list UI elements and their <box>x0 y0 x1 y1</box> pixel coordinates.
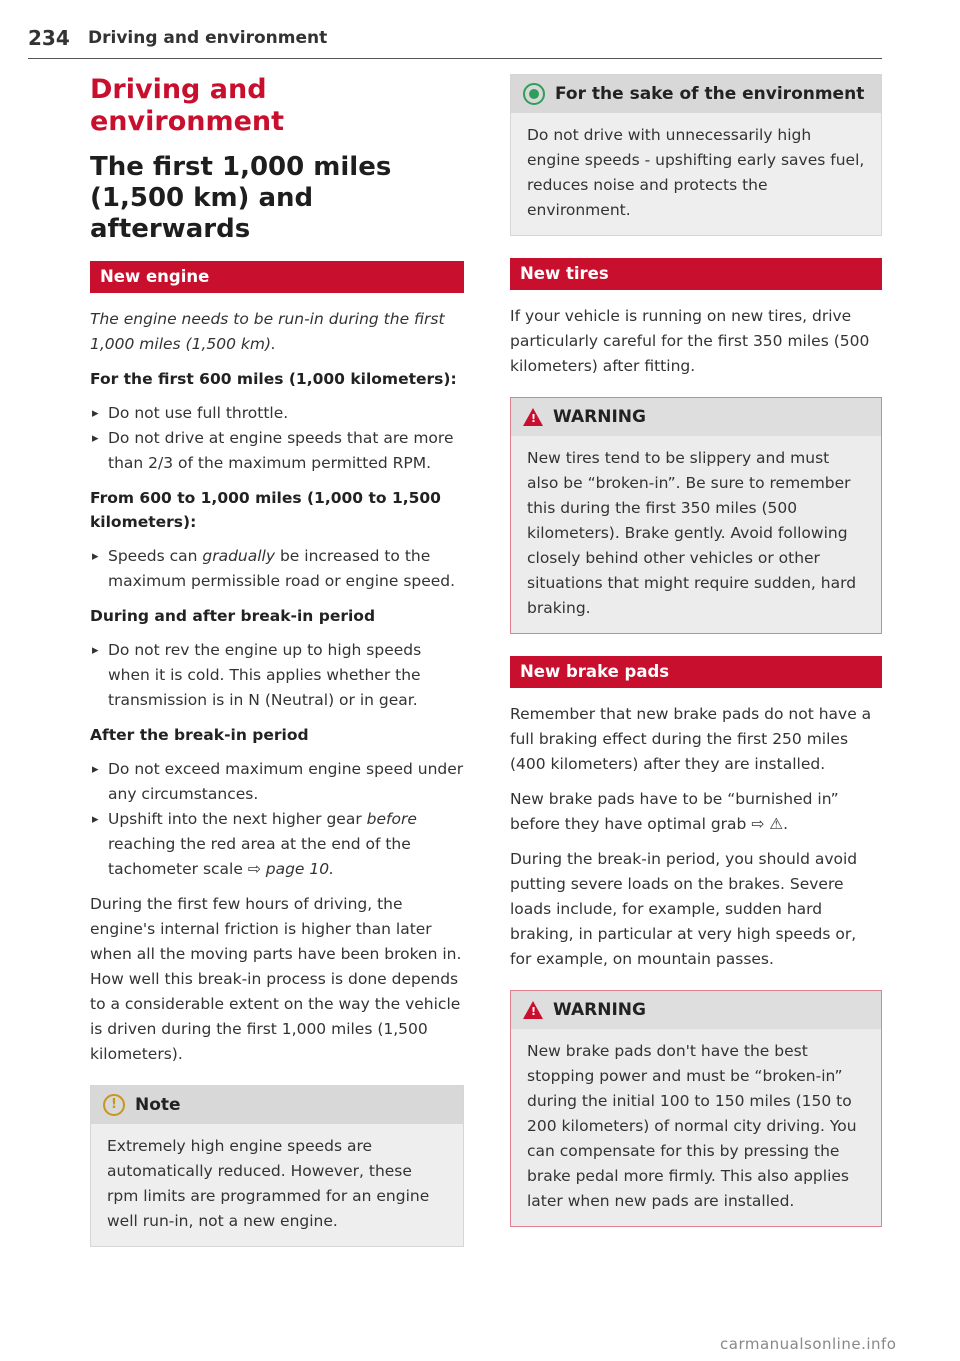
warning-triangle-icon: ! <box>523 408 543 426</box>
list-item: ▸ Do not exceed maximum engine speed under any circumstances. <box>90 757 464 807</box>
page-header <box>28 24 882 59</box>
tires-paragraph: If your vehicle is running on new tires, drive particularly careful for the first 350 miles (500 kilometers) after fitting. <box>510 307 870 375</box>
page-number: 234 <box>28 26 70 50</box>
warning-box-brakes <box>510 990 882 1227</box>
warning-body <box>511 436 881 633</box>
subsection-new-brake-pads: New brake pads <box>510 656 882 688</box>
heading-600-1000: From 600 to 1,000 miles (1,000 to 1,500 kilometers): <box>90 489 441 531</box>
topic-title: The first 1,000 miles (1,500 km) and afterwards <box>90 152 392 244</box>
warning-header <box>511 991 881 1029</box>
note-body <box>91 1124 463 1246</box>
warning-title: WARNING <box>553 1000 646 1020</box>
environment-title: For the sake of the environment <box>555 84 865 104</box>
watermark: carmanualsonline.info <box>720 1335 897 1353</box>
note-header <box>91 1086 463 1124</box>
page-reference-link[interactable]: ⇨ page 10. <box>247 860 335 878</box>
heading-first-600: For the first 600 miles (1,000 kilometers): <box>90 370 457 388</box>
warning-header <box>511 398 881 436</box>
subsection-new-tires: New tires <box>510 258 882 290</box>
pads-paragraph-3: During the break-in period, you should avoid putting severe loads on the brakes. Severe loads include, for example, sudden hard braking, in particular at very high speeds or, for example, on mountain passes. <box>510 850 858 968</box>
left-column <box>90 74 464 1269</box>
environment-header <box>511 75 881 113</box>
pads-paragraph-2: New brake pads have to be “burnished in” before they have optimal grab ⇨ ⚠. <box>510 790 839 833</box>
warning-title: WARNING <box>553 407 646 427</box>
warning-box-tires <box>510 397 882 634</box>
note-icon: ! <box>103 1094 125 1116</box>
note-title: Note <box>135 1095 181 1115</box>
right-column <box>510 74 882 1249</box>
intro-text: The engine needs to be run-in during the first 1,000 miles (1,500 km). <box>90 310 445 353</box>
environment-icon <box>523 83 545 105</box>
list-item: ▸ Speeds can gradually be increased to the maximum permissible road or engine speed. <box>90 544 464 594</box>
list-item: ▸ Do not drive at engine speeds that are more than 2/3 of the maximum permitted RPM. <box>90 426 464 476</box>
heading-after-breakin: After the break-in period <box>90 726 309 744</box>
environment-box <box>510 74 882 236</box>
environment-text: Do not drive with unnecessarily high engine speeds - upshifting early saves fuel, reduces noise and protects the environment. <box>527 126 865 219</box>
warning-text: New brake pads don't have the best stopping power and must be “broken-in” during the initial 100 to 150 miles (150 to 200 kilometers) of normal city driving. You can compensate for this by pressing the brake pedal more firmly. This also applies later when new pads are installed. <box>527 1042 857 1210</box>
pads-paragraph-1: Remember that new brake pads do not have a full braking effect during the first 250 miles (400 kilometers) after they are installed. <box>510 705 872 773</box>
list-during-breakin <box>90 638 464 713</box>
environment-body <box>511 113 881 235</box>
warning-text: New tires tend to be slippery and must also be “broken-in”. Be sure to remember this during the first 350 miles (500 kilometers). Brake gently. Avoid following closely behind other vehicles or other situations that might require sudden, hard braking. <box>527 449 857 617</box>
warning-body <box>511 1029 881 1226</box>
list-item: ▸ Do not rev the engine up to high speeds when it is cold. This applies whether the transmission is in N (Neutral) or in gear. <box>90 638 464 713</box>
list-first-600 <box>90 401 464 476</box>
heading-during-breakin: During and after break-in period <box>90 607 376 625</box>
subsection-new-engine: New engine <box>90 261 464 293</box>
list-item: ▸ Upshift into the next higher gear before reaching the red area at the end of the tachometer scale ⇨ page 10. <box>90 807 464 882</box>
note-box <box>90 1085 464 1247</box>
body-paragraph: During the first few hours of driving, the engine's internal friction is higher than later when all the moving parts have been broken in. How well this break-in process is done depends to a considerable extent on the way the vehicle is driven during the first 1,000 miles (1,500 kilometers). <box>90 895 462 1063</box>
list-item: ▸ Do not use full throttle. <box>90 401 464 426</box>
section-title: Driving and environment <box>90 74 285 137</box>
note-text: Extremely high engine speeds are automatically reduced. However, these rpm limits are programmed for an engine well run-in, not a new engine. <box>107 1137 430 1230</box>
list-600-1000 <box>90 544 464 594</box>
chapter-title: Driving and environment <box>88 28 328 48</box>
warning-triangle-icon: ! <box>523 1001 543 1019</box>
list-after-breakin <box>90 757 464 882</box>
